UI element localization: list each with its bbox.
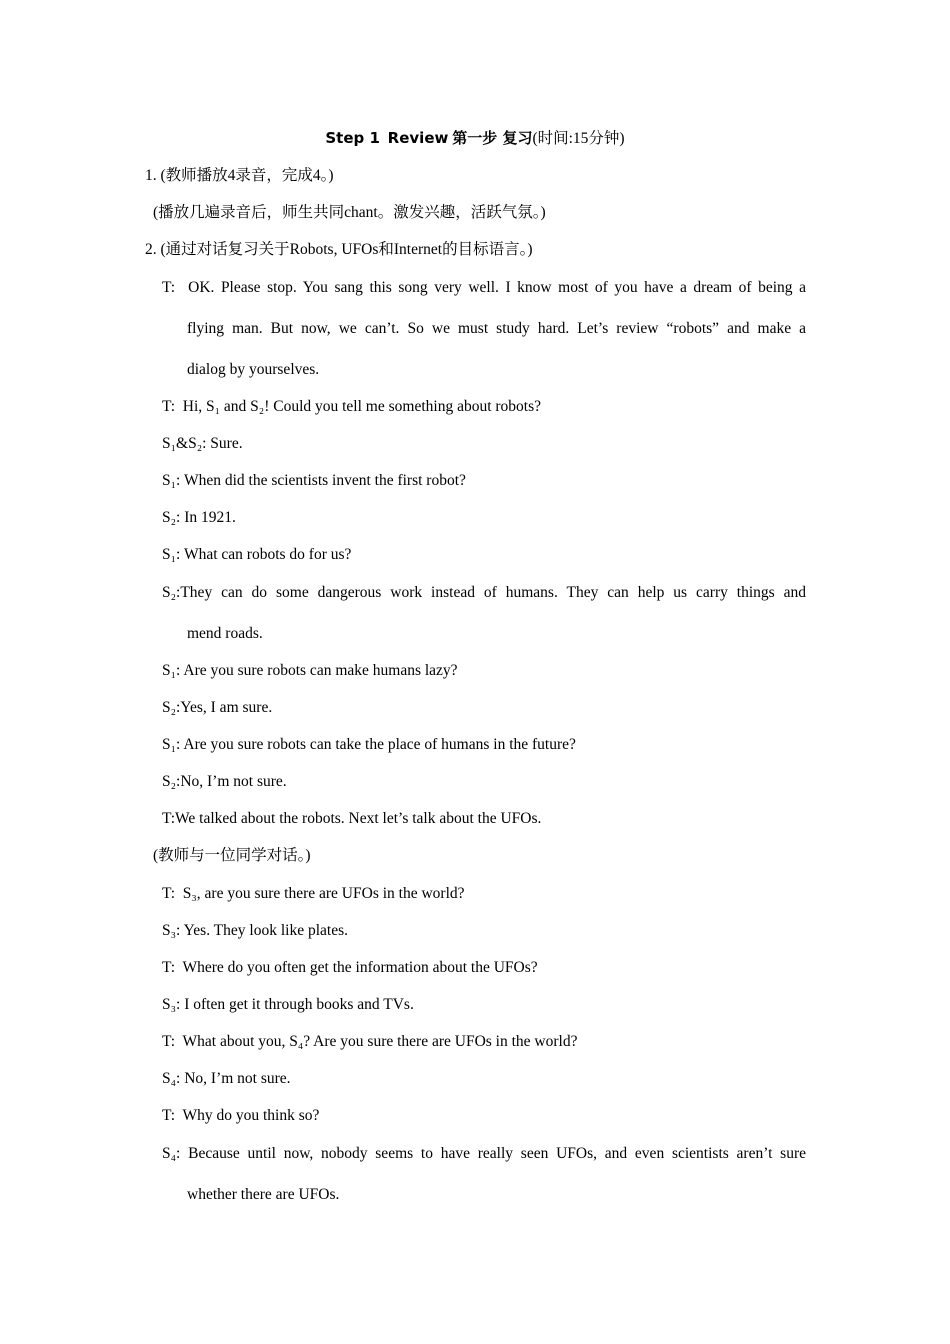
dialog-line [162,278,806,298]
dialog-text: When did the scientists invent the first robot? [183,472,466,489]
item-1: 1. (教师播放4录音，完成4。) [145,167,334,184]
speaker-label: S₂: [162,773,181,790]
dialog-line [162,884,465,904]
dialog-line [162,661,458,681]
dialog-text: No, I’m not sure. [184,1070,291,1087]
dialog-text: We talked about the robots. Next let’s talk about the UFOs. [175,810,542,827]
heading-cn: 第一步 复习 [452,129,533,147]
dialog-text: Yes, I am sure. [180,699,273,716]
dialog-line [162,698,272,718]
dialog-text: No, I’m not sure. [180,773,287,790]
heading-review: Review [387,129,449,147]
dialog-continuation: whether there are UFOs. [187,1186,340,1203]
dialog-text: They can do some dangerous work instead of humans. They can help us carry things and [180,584,806,601]
dialog-line [162,958,538,978]
speaker-label: S₂: [162,509,181,526]
speaker-label: T: [162,885,176,902]
section-heading [0,126,950,148]
dialog-line [162,434,243,454]
dialog-line [162,583,806,603]
dialog-line [162,995,414,1015]
dialog-line [162,735,576,755]
dialog-continuation: flying man. But now, we can’t. So we must study hard. Let’s review “robots” and make a [187,320,806,337]
dialog-continuation: dialog by yourselves. [187,361,320,378]
speaker-label: S₁&S₂: [162,435,207,452]
dialog-text: Because until now, nobody seems to have really seen UFOs, and even scientists aren’t sure [188,1145,806,1162]
dialog-line [162,545,351,565]
dialog-line [162,921,348,941]
heading-step: Step 1 [325,129,380,147]
dialog-text: Where do you often get the information about the UFOs? [182,959,538,976]
dialog-text: S₃, are you sure there are UFOs in the world? [182,885,465,902]
dialog-text: I often get it through books and TVs. [184,996,414,1013]
dialog-text: Are you sure robots can make humans lazy? [183,662,458,679]
dialog-text: Are you sure robots can take the place of humans in the future? [183,736,576,753]
speaker-label: T: [162,1033,176,1050]
speaker-label: S₂: [162,699,181,716]
speaker-label: S₁: [162,546,181,563]
speaker-label: T: [162,398,176,415]
heading-time: (时间:15分钟) [532,130,625,147]
speaker-label: S₁: [162,736,181,753]
speaker-label: S₃: [162,996,181,1013]
dialog-line [162,397,541,417]
speaker-label: S₄: [162,1145,181,1162]
dialog-line [162,1069,291,1089]
dialog-line [162,1106,319,1126]
dialog-continuation: mend roads. [187,625,263,642]
speaker-label: S₁: [162,472,181,489]
speaker-label: S₃: [162,922,181,939]
dialog-text: In 1921. [184,509,236,526]
dialog-text: OK. Please stop. You sang this song very well. I know most of you have a dream of being a [188,279,806,296]
item-2: 2. (通过对话复习关于Robots, UFOs和Internet的目标语言。) [145,241,533,258]
speaker-label: T: [162,959,176,976]
dialog-text: Sure. [210,435,243,452]
dialog-text: Why do you think so? [182,1107,320,1124]
dialog-line [162,1144,806,1164]
dialog-text: What can robots do for us? [183,546,352,563]
speaker-label: S₁: [162,662,181,679]
dialog-note: (教师与一位同学对话。) [153,847,311,864]
speaker-label: S₂: [162,584,181,601]
speaker-label: S₄: [162,1070,181,1087]
speaker-label: T: [162,279,176,296]
item-1-note: (播放几遍录音后，师生共同chant。激发兴趣，活跃气氛。) [153,204,546,221]
dialog-line [162,508,236,528]
dialog-line [162,809,541,829]
dialog-line [162,1032,577,1052]
speaker-label: T: [162,1107,176,1124]
dialog-text: Yes. They look like plates. [183,922,348,939]
dialog-text: What about you, S₄? Are you sure there are UFOs in the world? [182,1033,578,1050]
dialog-line [162,772,287,792]
dialog-line [162,471,466,491]
dialog-text: Hi, S₁ and S₂! Could you tell me something about robots? [182,398,542,415]
speaker-label: T: [162,810,176,827]
